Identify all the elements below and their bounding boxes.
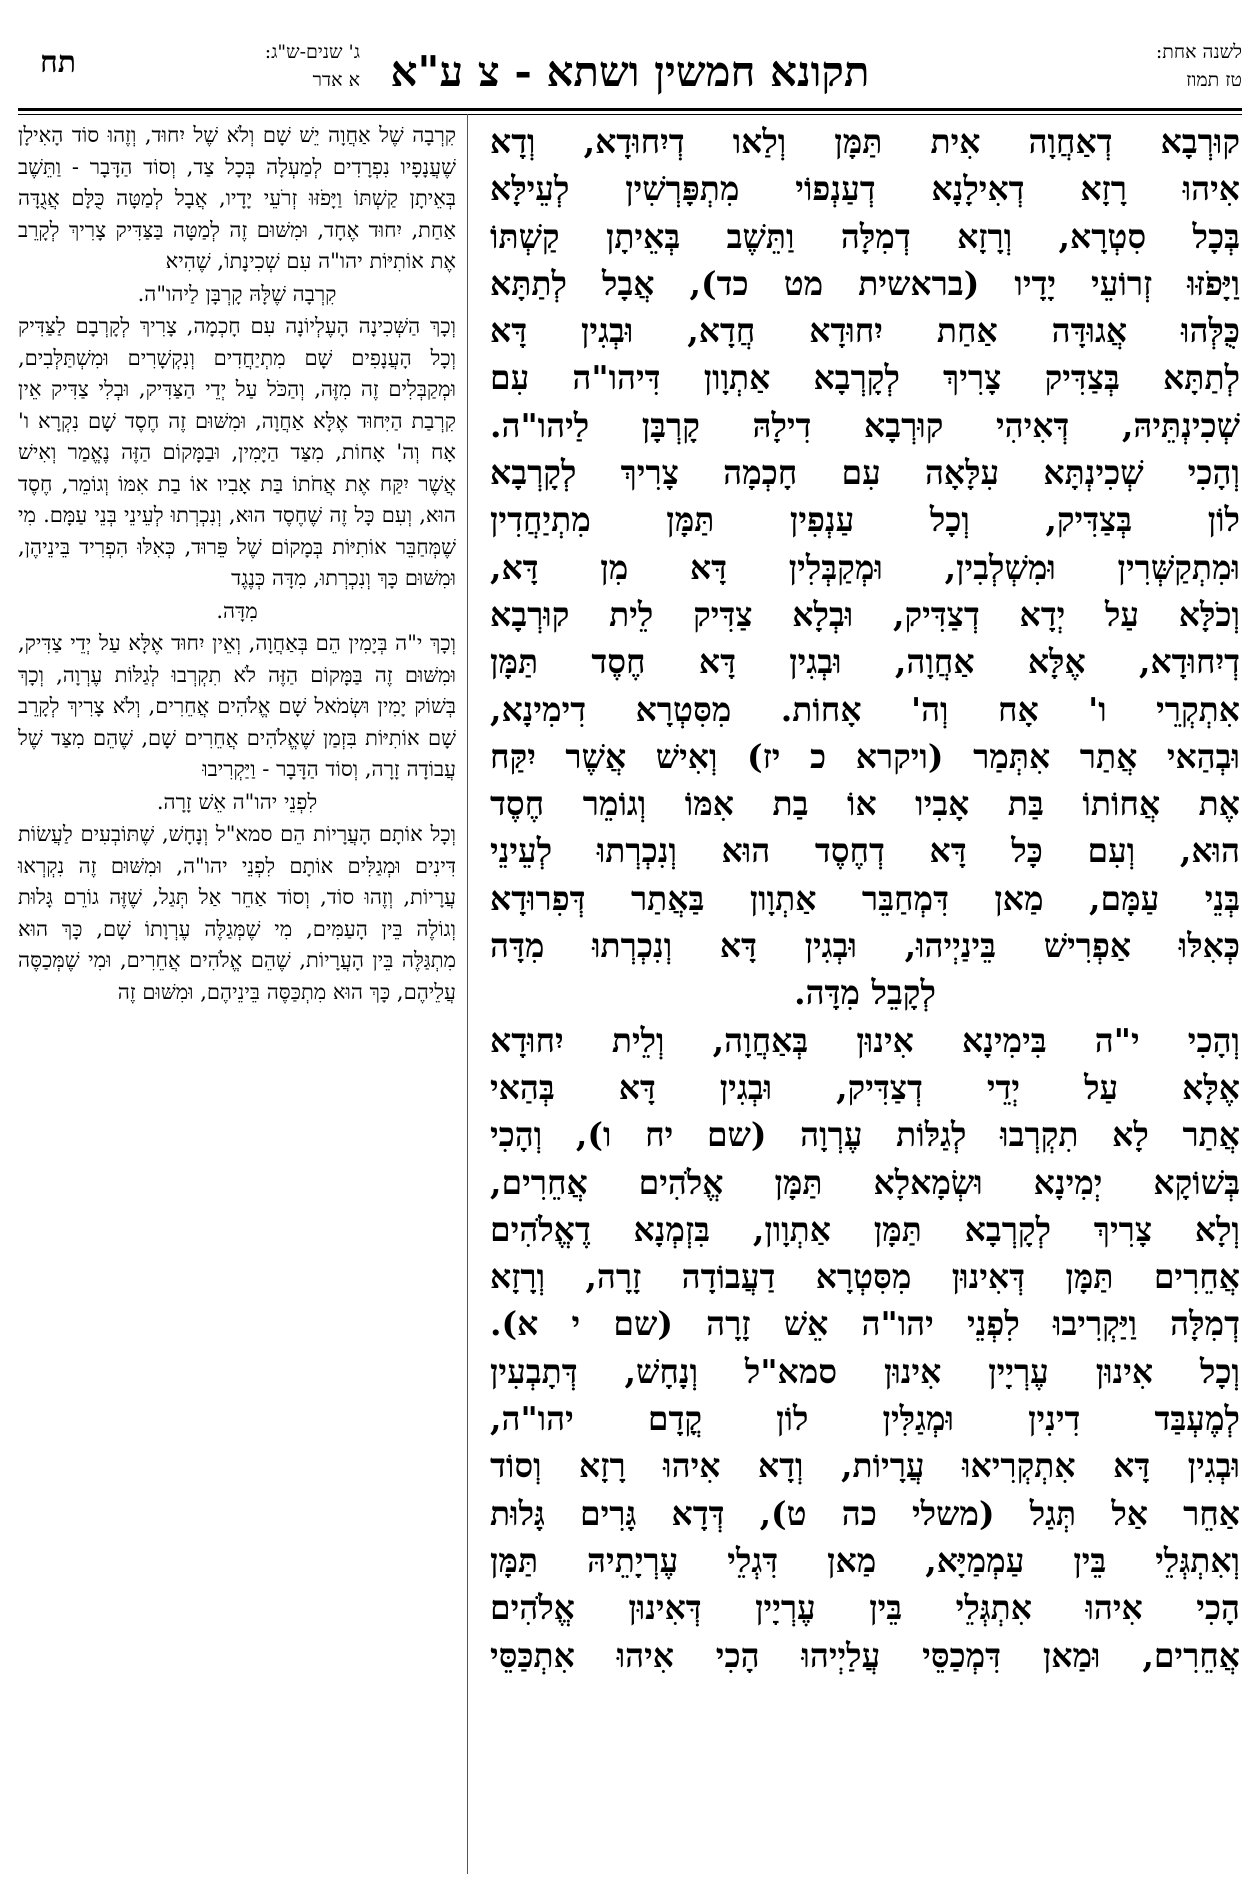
hebrew-translation-paragraph: מִדָּה. [216,598,258,623]
aramaic-text-line: אֶלָּא עַל יְדֵי דְצַדִּיק, וּבְגִין דָּא בְּהַאי [490,1067,1240,1107]
hebrew-translation-paragraph: וְכָךְ י"ה בְּיָמִין הֵם בְּאַחֲוָה, וְאֵין יִחוּד אֶלָּא עַל יְדֵי צַדִּיק, וּמִשּׁוּם זֶה בַּמָּקוֹם הַזֶּה לֹא תִקְרְבוּ לְגַלּוֹת עֶרְוָה, וְכָךְ בְּשׁוֹק יָמִין וּשְׂמֹאל שָׁם אֱלֹהִים אֲחֵרִים, וְלֹא צָרִיךְ לְקָרֵב שָׁם אוֹתִיּוֹת בִּזְמַן שֶׁאֱלֹהִים אֲחֵרִים שָׁם, שֶׁהֵם מִצַּד שֶׁל עֲבוֹדָה זָרָה, וְסוֹד הַדָּבָר - וַיַּקְרִיבוּ [18,631,456,781]
column-divider [467,114,468,1874]
header-right [982,38,1242,94]
hebrew-translation-paragraph: וְכָךְ הַשְּׁכִינָה הָעֶלְיוֹנָה עִם חָכְמָה, צָרִיךְ לְקָרְבָם לַצַּדִּיק וְכָל הָעֲנָפִים שָׁם מִתְיַחֲדִים וְנִקְשָׁרִים וּמִשְׁתַּלְּבִים, וּמְקַבְּלִים זֶה מִזֶּה, וְהַכֹּל עַל יְדֵי הַצַּדִּיק, וּבְלִי צַדִּיק אֵין קִרְבַת הַיִּחוּד אֶלָּא אַחֲוָה, וּמִשּׁוּם זֶה חֶסֶד שָׁם נִקְרָא ו' אָח וְה' אָחוֹת, מִצַּד הַיָּמִין, וּבַמָּקוֹם הַזֶּה נֶאֱמַר וְאִישׁ אֲשֶׁר יִקַּח אֶת אֲחֹתוֹ בַּת אָבִיו אוֹ בַת אִמּוֹ וְגוֹמֵר, חֶסֶד הוּא, וְעִם כָּל זֶה שֶׁחֶסֶד הוּא, וְנִכְרְתוּ לְעֵינֵי בְּנֵי עַמָּם. מִי שֶׁמְּחַבֵּר אוֹתִיּוֹת בְּמָקוֹם שֶׁל פֵּרוּד, כְּאִלּוּ הִפְרִיד בֵּינֵיהֶן, וּמִשּׁוּם כָּךְ וְנִכְרְתוּ, מִדָּה כְּנֶגֶד [18,314,456,590]
aramaic-text-line: בְּנֵי עַמָּם, מַאן דִּמְחַבֵּר אַתְוָון בַּאֲתַר דְּפִרוּדָא [490,878,1240,918]
study-cycle-one-year: לשנה אחת: [1155,41,1242,63]
aramaic-text-line: לְמֶעְבַּד דִינִין וּמְגַלִּין לוֹן קֳדָם יהו"ה, [490,1399,1240,1439]
aramaic-text-line: וּבְהַאי אֲתַר אִתְּמַר (ויקרא כ יז) וְאִישׁ אֲשֶׁר יִקַּח [490,736,1240,776]
aramaic-text-line: הוּא, וְעִם כָּל דָּא דְחֶסֶד הוּא וְנִכְרְתוּ לְעֵינֵי [490,831,1240,871]
aramaic-text-line: לְתַתָּא בְּצַדִּיק צָרִיךְ לְקָרְבָא אַתְוָון דִּיהו"ה עִם [490,358,1240,398]
aramaic-text-line: שְׁכִינְתֵּיהּ, דְּאִיהִי קוּרְבָא דִילָהּ קָרְבָּן לַיהו"ה. [490,405,1240,445]
aramaic-text-line: אֲתַר לָא תִקְרְבוּ לְגַלּוֹת עֶרְוָה (שם יח ו), וְהָכִי [490,1115,1240,1155]
aramaic-text-line: אִתְקְרֵי ו' אָח וְה' אָחוֹת. מִסִּטְרָא דִימִינָא, [490,689,1240,729]
header-rule-thin [18,114,1242,115]
aramaic-text-line: דְיִחוּדָא, אֶלָּא אַחֲוָה, וּבְגִין דָּא חֶסֶד תַּמָּן [490,642,1240,682]
aramaic-text-line: דְמִלָּה וַיַּקְרִיבוּ לִפְנֵי יהו"ה אֵשׁ זָרָה (שם י א). [490,1304,1240,1344]
study-cycle-three-years-date: א אדר [312,69,360,91]
hebrew-translation-paragraph: קִרְבָה שֶׁל אַחֲוָה יֵשׁ שָׁם וְלֹא שֶׁל יִחוּד, וְזֶהוּ סוֹד הָאִילָן שֶׁעֲנָפָיו נִפְרָדִים לְמַעְלָה בְּכָל צַד, וְסוֹד הַדָּבָר - וַתֵּשֶׁב בְּאֵיתָן קַשְׁתּוֹ וַיָּפֹזּוּ זְרֹעֵי יָדָיו, אֲבָל לְמַטָּה כֻּלָּם אֲגֻדָּה אַחַת, יִחוּד אֶחָד, וּמִשּׁוּם זֶה לְמַטָּה בַּצַּדִּיק צָרִיךְ לְקָרֵב אֶת אוֹתִיּוֹת יהו"ה עִם שְׁכִינָתוֹ, שֶׁהִיא [18,123,456,273]
aramaic-text-line: אֲחֵרִים, וּמַאן דִּמְכַסֵּי עֲלַיְיהוּ הָכִי אִיהוּ אִתְכַּסֵּי [490,1635,1240,1675]
aramaic-text-line: כֻּלְּהוּ אֲגוּדָּה אַחַת יִחוּדָא חֲדָא, וּבְגִין דָּא [490,311,1240,351]
page-number: תח [40,45,77,80]
study-cycle-one-year-date: טז תמוז [1186,69,1242,91]
aramaic-text-line: אַחֵר אַל תְּגַל (משלי כה ט), דְּדָא גָּרִים גָּלוּת [490,1493,1240,1533]
aramaic-text-line: לְקָבֵל מִדָּה. [794,973,936,1013]
hebrew-translation-paragraph: וְכָל אוֹתָם הָעֲרָיוֹת הֵם סמא"ל וְנָחָשׁ, שֶׁתּוֹבְעִים לַעֲשׂוֹת דִּינִים וּמְגַלִּים אוֹתָם לִפְנֵי יהו"ה, וּמִשּׁוּם זֶה נִקְרְאוּ עֲרָיוֹת, וְזֶהוּ סוֹד, וְסוֹד אַחֵר אַל תְּגַל, שֶׁזֶּה גוֹרֵם גָּלוּת וְגוֹלֶה בֵּין הָעַמִּים, מִי שֶׁמְּגַלֶּה עֶרְוָתוֹ שָׁם, כָּךְ הוּא מִתְגַּלֶּה בֵּין הָעֲרָיוֹת, שֶׁהֵם אֱלֹהִים אֲחֵרִים, וּמִי שֶׁמְּכַסֶּה עֲלֵיהֶם, כָּךְ הוּא מִתְכַּסֶּה בֵּינֵיהֶם, וּמִשּׁוּם זֶה [18,822,456,1004]
aramaic-text-line: אֶת אֲחוֹתוֹ בַּת אָבִיו אוֹ בַת אִמּוֹ וְגוֹמֵר חֶסֶד [490,784,1240,824]
aramaic-text-line: הָכִי אִיהוּ אִתְגְּלֵי בֵּין עֶרְיָין דְּאִינוּן אֱלֹהִים [490,1588,1240,1628]
aramaic-text-line: אֲחֵרִים תַּמָּן דְּאִינוּן מִסִּטְרָא דַעֲבוֹדָה זָרָה, וְרָזָא [490,1257,1240,1297]
aramaic-text-line: וְכָל אִינוּן עֶרְיָין אִינוּן סמא"ל וְנָחָשׁ, דְּתָבְעִין [490,1351,1240,1391]
aramaic-text-line: וְאִתְגְּלֵי בֵּין עַמְמַיָּא, מַאן דִּגְלֵי עֶרְיָתֵיהּ תַּמָּן [490,1540,1240,1580]
aramaic-text-line: וְהָכִי שְׁכִינְתָּא עִלָּאָה עִם חָכְמָה צָרִיךְ לְקָרְבָא [490,453,1240,493]
aramaic-text-line: וְלָא צָרִיךְ לְקָרְבָא תַּמָּן אַתְוָון, בִּזְמְנָא דֶאֱלֹהִים [490,1209,1240,1249]
header-rule-thick [18,108,1242,111]
aramaic-text-line: וְכֹלָּא עַל יְדָא דְצַדִּיק, וּבְלָא צַדִּיק לֵית קוּרְבָא [490,594,1240,634]
study-cycle-three-years: ג' שנים-ש"ג: [264,41,360,63]
page-title: תקונא חמשין ושתא - צ ע"א [390,47,870,96]
aramaic-text-line: וּבְגִין דָּא אִתְקְרִיאוּ עֲרָיוֹת, וְדָא אִיהוּ רָזָא וְסוֹד [490,1446,1240,1486]
aramaic-text-line: וְהָכִי י"ה בִּימִינָא אִינוּן בְּאַחֲוָה, וְלֵית יִחוּדָא [490,1020,1240,1060]
aramaic-text-line: כְּאִלּוּ אַפְרִישׁ בֵּינַיְיהוּ, וּבְגִין דָּא וְנִכְרְתוּ מִדָּה [490,926,1240,966]
aramaic-text-line: אִיהוּ רָזָא דְאִילָנָא דְעַנְפוֹי מִתְפָּרְשִׁין לְעֵילָּא [490,169,1240,209]
aramaic-text-line: קוּרְבָא דְאַחֲוָה אִית תַּמָּן וְלַאו דְיִחוּדָא, וְדָא [490,122,1240,161]
hebrew-translation-paragraph: קִרְבָה שֶׁלָּהּ קָרְבָּן לַיהו"ה. [137,281,337,306]
aramaic-text-line: לוֹן בְּצַדִּיק, וְכָל עַנְפִין תַּמָּן מִתְיַחֲדִין [490,500,1240,540]
aramaic-text-line: בְּכָל סִטְרָא, וְרָזָא דְמִלָּה וַתֵּשֶׁב בְּאֵיתָן קַשְׁתּוֹ [490,216,1240,256]
hebrew-translation-paragraph: לִפְנֵי יהו"ה אֵשׁ זָרָה. [156,789,318,814]
aramaic-text-line: וּמִתְקַשְּׁרִין וּמִשְׁלְבִין, וּמְקַבְּלִין דָּא מִן דָּא, [490,547,1240,587]
aramaic-text-line: וַיָּפֹזּוּ זְרוֹעֵי יָדָיו (בראשית מט כד), אֲבָל לְתַתָּא [490,263,1240,303]
aramaic-text-line: בְּשׁוֹקָא יְמִינָא וּשְׂמָאלָא תַּמָּן אֱלֹהִים אֲחֵרִים, [490,1162,1240,1202]
hebrew-translation-column [18,120,456,1008]
header-left [130,38,360,94]
aramaic-text-column [490,118,1240,1679]
